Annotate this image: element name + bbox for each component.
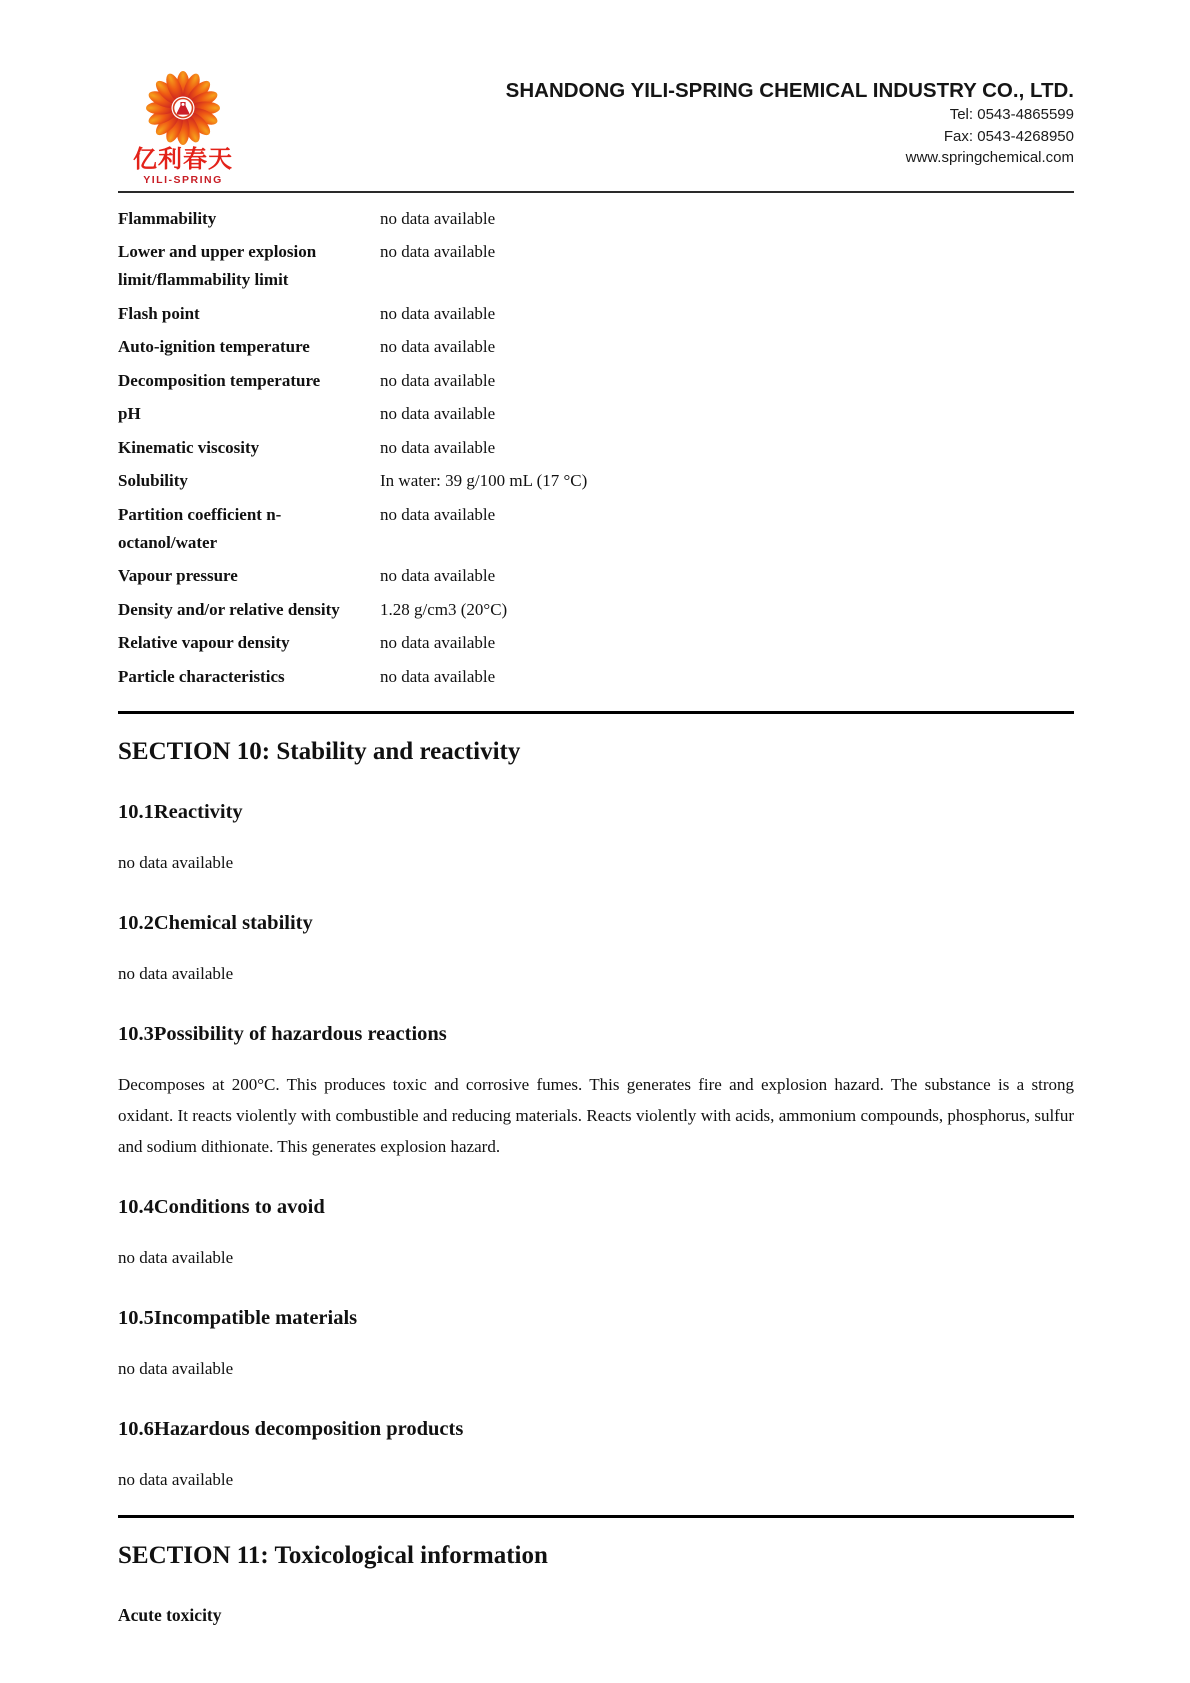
property-value: no data available (380, 337, 496, 356)
property-label: Kinematic viscosity (118, 437, 260, 457)
property-label: Auto-ignition temperature (118, 337, 310, 356)
property-value: no data available (380, 370, 496, 390)
section-11-divider (118, 1515, 1074, 1518)
subsection-body: no data available (118, 963, 234, 983)
property-label: Relative vapour density (118, 633, 290, 652)
property-value: no data available (380, 633, 496, 652)
company-tel: Tel: 0543-4865599 (949, 106, 1074, 123)
subsection-heading: 10.4Conditions to avoid (118, 1195, 325, 1218)
property-row (118, 467, 1074, 495)
subsection-heading: 10.1Reactivity (118, 800, 243, 823)
property-label: Density and/or relative density (118, 599, 340, 619)
property-label: Vapour pressure (118, 566, 238, 585)
section-10-title: SECTION 10: Stability and reactivity (118, 737, 521, 765)
property-row (118, 562, 1074, 590)
subsection-heading: 10.6Hazardous decomposition products (118, 1417, 464, 1440)
document-header (118, 70, 1074, 193)
logo-latin-text: YILI-SPRING (143, 174, 223, 186)
company-website: www.springchemical.com (905, 149, 1074, 166)
subsection-heading: 10.3Possibility of hazardous reactions (118, 1022, 447, 1045)
subsection-heading: 10.5Incompatible materials (118, 1306, 358, 1329)
property-label: Particle characteristics (118, 666, 285, 686)
subsection (118, 800, 1074, 878)
property-value: no data available (380, 303, 496, 323)
property-value: 1.28 g/cm3 (20°C) (380, 599, 508, 619)
company-logo-flower-icon (145, 70, 221, 146)
acute-toxicity-heading: Acute toxicity (118, 1604, 222, 1625)
properties-table (118, 205, 1074, 691)
company-logo (128, 70, 238, 186)
property-value: no data available (380, 242, 496, 261)
subsection-body: no data available (118, 852, 234, 872)
subsection-body: no data available (118, 1247, 234, 1267)
property-value: no data available (380, 666, 496, 686)
property-label: Lower and upper explosion limit/flammability limit (118, 242, 317, 289)
property-row (118, 238, 1074, 294)
property-row (118, 434, 1074, 462)
subsection (118, 911, 1074, 989)
property-row (118, 367, 1074, 395)
property-value: no data available (380, 504, 496, 524)
company-name: SHANDONG YILI-SPRING CHEMICAL INDUSTRY CO., LTD. (505, 79, 1074, 102)
section-10-subsections (118, 800, 1074, 1495)
company-fax: Fax: 0543-4268950 (943, 127, 1074, 145)
section-11-title: SECTION 11: Toxicological information (118, 1541, 548, 1569)
property-row (118, 629, 1074, 657)
property-row (118, 400, 1074, 428)
property-value: no data available (380, 208, 496, 228)
property-value: no data available (380, 437, 496, 457)
subsection (118, 1306, 1074, 1384)
subsection (118, 1417, 1074, 1495)
property-row (118, 205, 1074, 233)
property-label: Flash point (118, 303, 200, 323)
property-value: no data available (380, 404, 496, 423)
property-row (118, 300, 1074, 328)
property-label: Flammability (118, 208, 217, 228)
subsection (118, 1195, 1074, 1273)
property-row (118, 333, 1074, 361)
property-row (118, 596, 1074, 624)
property-label: pH (118, 404, 141, 423)
property-label: Partition coefficient n-octanol/water (118, 504, 282, 552)
property-value: In water: 39 g/100 mL (17 °C) (380, 471, 588, 490)
property-label: Decomposition temperature (118, 370, 321, 390)
property-value: no data available (380, 566, 496, 585)
property-row (118, 663, 1074, 691)
logo-chinese-text: 亿利春天 (133, 146, 233, 173)
property-row (118, 501, 1074, 557)
section-10-divider (118, 711, 1074, 714)
subsection-heading: 10.2Chemical stability (118, 911, 313, 934)
subsection-body: no data available (118, 1358, 234, 1378)
subsection-body: Decomposes at 200°C. This produces toxic and corrosive fumes. This generates fire and explosion hazard. The substance is a strong oxidant. It reacts violently with combustible and reducing materials. Reacts violently with acids, ammonium compounds, phosphorus, sulfur and sodium dithionate. This generates explosion hazard. (118, 1074, 1074, 1156)
subsection-body: no data available (118, 1469, 234, 1489)
header-contact-block (506, 70, 1074, 169)
subsection (118, 1022, 1074, 1162)
property-label: Solubility (118, 471, 188, 490)
